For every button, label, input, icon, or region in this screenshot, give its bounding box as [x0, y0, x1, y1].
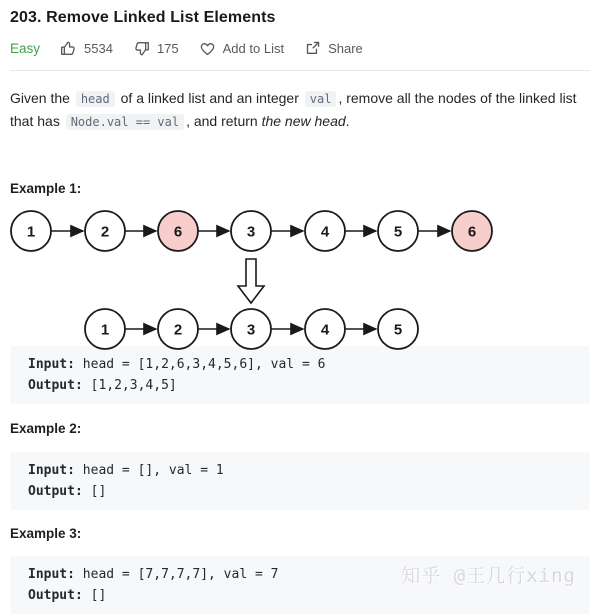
- code-span-node-val: Node.val == val: [66, 114, 184, 130]
- node-value: 6: [467, 223, 477, 241]
- share-icon: [304, 40, 321, 57]
- thumbs-down-icon: [133, 40, 150, 57]
- example-2-io-block: [10, 452, 590, 510]
- node-value: 3: [246, 321, 256, 339]
- like-count: 5534: [84, 41, 113, 56]
- zhihu-watermark: 知乎 @王几行xing: [401, 565, 576, 587]
- desc-text: .: [345, 113, 350, 129]
- add-to-list-button[interactable]: [199, 40, 284, 57]
- output-label: Output:: [28, 588, 83, 603]
- heart-icon: [199, 40, 216, 57]
- example-3-io-block: [10, 556, 590, 614]
- example-output-line: [28, 481, 572, 502]
- example-input-line: [28, 460, 572, 481]
- example-output-line: [28, 375, 572, 396]
- share-button[interactable]: [304, 40, 363, 57]
- node-value: 2: [100, 223, 110, 241]
- dislike-count: 175: [156, 41, 179, 56]
- node-value: 1: [26, 223, 36, 241]
- node-value: 5: [393, 223, 403, 241]
- desc-text: of a linked list and an integer: [116, 90, 303, 106]
- node-value: 3: [246, 223, 256, 241]
- linked-list-svg: [0, 202, 600, 352]
- input-value: head = [1,2,6,3,4,5,6], val = 6: [82, 357, 326, 372]
- example-2-heading: Example 2:: [10, 421, 82, 436]
- add-to-list-label: Add to List: [222, 41, 285, 56]
- node-value: 4: [320, 223, 330, 241]
- desc-text: , remove all the nodes of the linked list that has: [10, 90, 577, 129]
- desc-text: Given the: [10, 90, 74, 106]
- node-value: 4: [320, 321, 330, 339]
- linked-list-diagram: [0, 202, 600, 352]
- input-label: Input:: [28, 463, 75, 478]
- like-button[interactable]: [60, 40, 113, 57]
- problem-description: [10, 87, 590, 133]
- output-label: Output:: [28, 484, 83, 499]
- input-label: Input:: [28, 567, 75, 582]
- output-value: [1,2,3,4,5]: [90, 378, 177, 393]
- dislike-button[interactable]: [133, 40, 179, 57]
- input-value: head = [], val = 1: [82, 463, 224, 478]
- example-1-heading: Example 1:: [10, 181, 82, 196]
- input-value: head = [7,7,7,7], val = 7: [82, 567, 279, 582]
- page-title: 203. Remove Linked List Elements: [10, 9, 276, 26]
- node-value: 5: [393, 321, 403, 339]
- code-span-head: head: [76, 91, 115, 107]
- code-span-val: val: [305, 91, 337, 107]
- example-3-heading: Example 3:: [10, 526, 82, 541]
- difficulty-badge: Easy: [10, 41, 41, 56]
- node-value: 6: [173, 223, 183, 241]
- output-value: []: [90, 484, 107, 499]
- thumbs-up-icon: [60, 40, 77, 57]
- stats-bar: [10, 40, 590, 57]
- output-label: Output:: [28, 378, 83, 393]
- example-output-line: [28, 585, 572, 606]
- desc-italic: the new head: [261, 113, 346, 129]
- input-label: Input:: [28, 357, 75, 372]
- node-value: 1: [100, 321, 110, 339]
- output-value: []: [90, 588, 107, 603]
- share-label: Share: [328, 41, 363, 56]
- node-value: 2: [173, 321, 183, 339]
- divider: [10, 70, 590, 71]
- example-1-io-block: [10, 346, 590, 404]
- desc-text: , and return: [186, 113, 262, 129]
- example-input-line: [28, 354, 572, 375]
- down-arrow-icon: [238, 259, 264, 303]
